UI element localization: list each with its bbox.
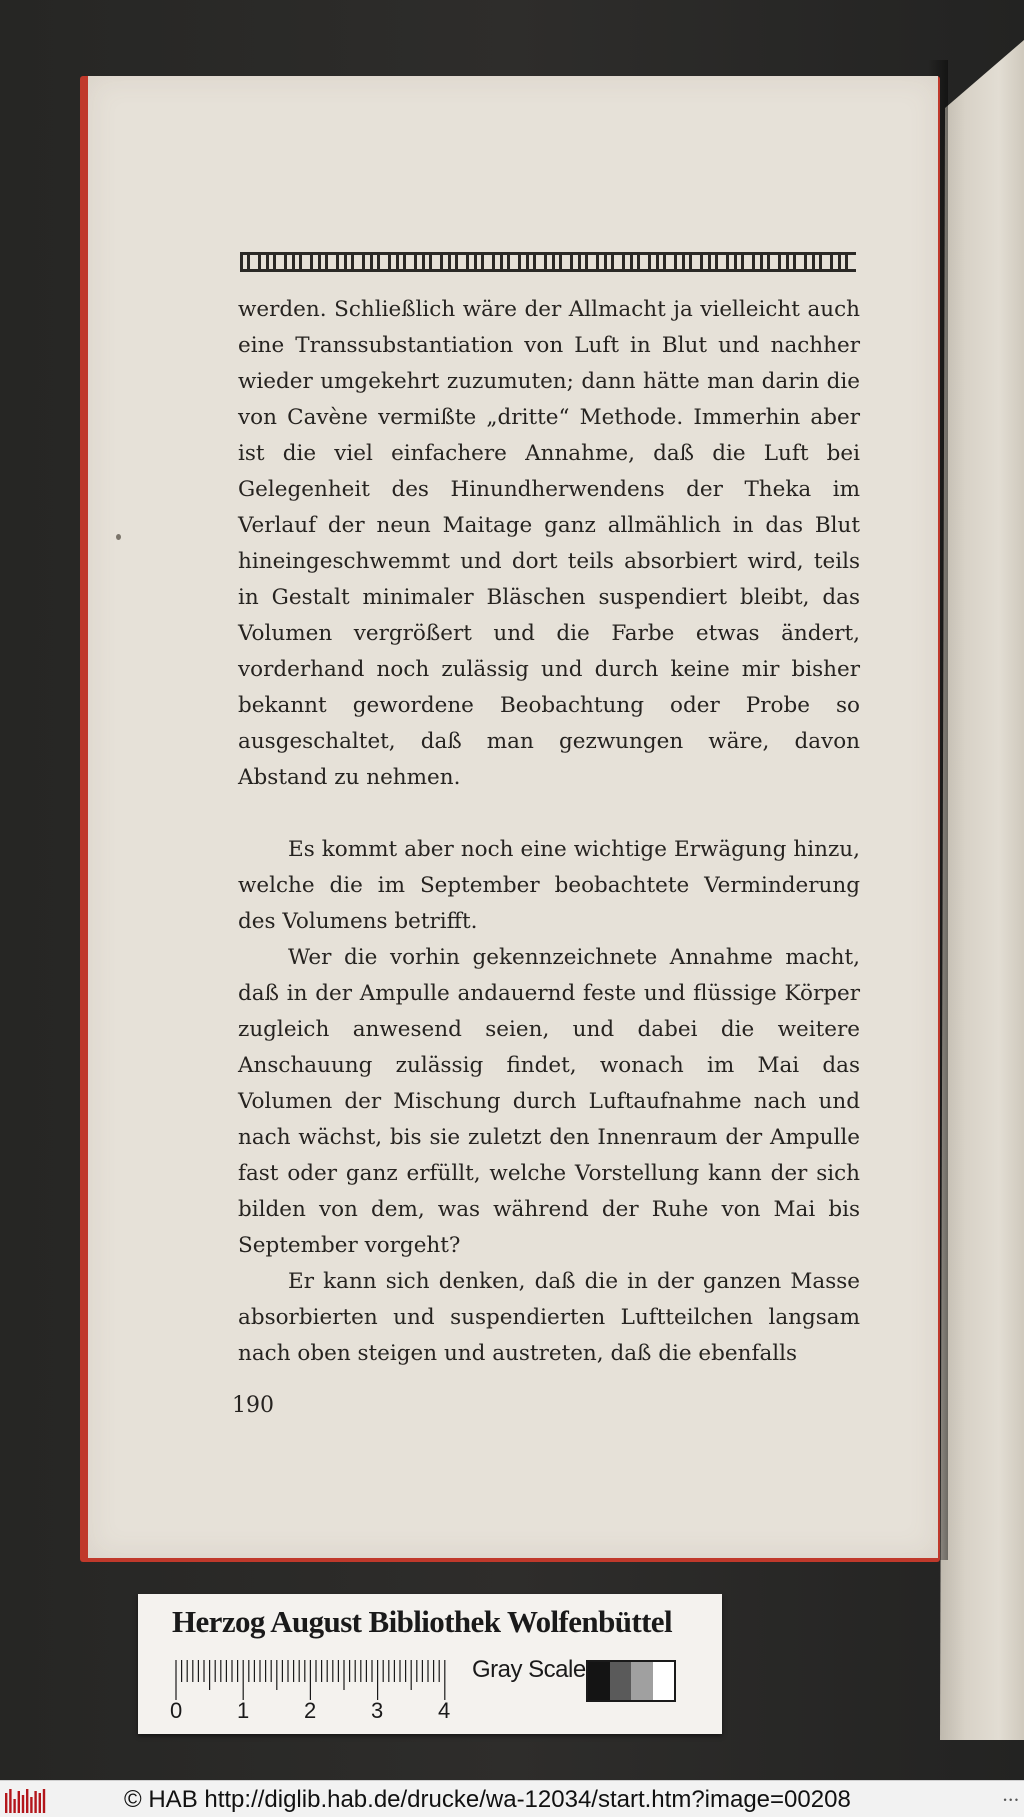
- footer-bar: [0, 1780, 1024, 1817]
- logo-bar: [34, 1791, 36, 1813]
- page-number: 190: [232, 1393, 274, 1418]
- gray-swatch-1: [610, 1662, 632, 1700]
- gray-swatch-2: [631, 1662, 653, 1700]
- scale-label-4: 4: [438, 1698, 451, 1723]
- footer-copyright-url: © HAB http://diglib.hab.de/drucke/wa-12034/start.htm?image=00208: [124, 1786, 851, 1813]
- ruler: [174, 1658, 450, 1702]
- logo-bar: [22, 1795, 24, 1813]
- logo-bar: [5, 1793, 7, 1813]
- library-name: Herzog August Bibliothek Wolfenbüttel: [172, 1604, 672, 1639]
- logo-bar: [18, 1791, 20, 1813]
- scale-label-0: 0: [170, 1698, 183, 1723]
- logo-bar: [43, 1789, 45, 1813]
- logo-bar: [39, 1793, 41, 1813]
- paragraph-2: Es kommt aber noch eine wichtige Erwägung hinzu, welche die im September beobachtete Verminderung des Volumens betrifft.: [238, 837, 860, 934]
- paragraph-3: Wer die vorhin gekennzeichnete Annahme macht, daß in der Ampulle andauernd feste und flüssige Körper zugleich anwesend seien, und dabei die weitere Anschauung zulässig findet, wonach im Mai das Volumen der Mischung durch Luftaufnahme nach und nach wächst, bis sie zuletzt den Innenraum der Ampulle fast oder ganz erfüllt, welche Vorstellung kann der sich bilden von dem, was während der Ruhe von Mai bis September vorgeht?: [238, 945, 860, 1258]
- hab-logo-icon: [4, 1787, 48, 1813]
- gray-scale-swatches: [586, 1660, 676, 1702]
- scale-label-2: 2: [304, 1698, 317, 1723]
- header-ornament: [240, 252, 856, 272]
- facing-page-edge: [940, 40, 1024, 1740]
- ink-speck: [116, 534, 121, 540]
- logo-bar: [26, 1789, 28, 1813]
- gray-scale-label: Gray Scale: [472, 1656, 586, 1683]
- scale-label-3: 3: [371, 1698, 384, 1723]
- scale-card: [138, 1594, 722, 1734]
- logo-bar: [30, 1797, 32, 1813]
- paragraph-1: werden. Schließlich wäre der Allmacht ja vielleicht auch eine Transsubstantiation von Luft in Blut und nachher wieder umgekehrt zuzumuten; dann hätte man darin die von Cavène vermißte „dritte“ Methode. Immerhin aber ist die viel einfachere Annahme, daß die Luft bei Gelegenheit des Hinundherwendens der Theka im Verlauf der neun Maitage ganz allmählich in das Blut hineingeschwemmt und dort teils absorbiert wird, teils in Gestalt minimaler Bläschen suspendiert bleibt, das Volumen vergrößert und die Farbe etwas ändert, vorderhand noch zulässig und durch keine mir bisher bekannt gewordene Beobachtung oder Probe so ausgeschaltet, daß man gezwungen wäre, davon Abstand zu nehmen.: [238, 297, 860, 790]
- logo-bar: [13, 1799, 15, 1813]
- paragraph-4: Er kann sich denken, daß die in der ganzen Masse absorbierten und suspendierten Luftteilchen langsam nach oben steigen und austreten, daß die ebenfalls: [238, 1269, 860, 1366]
- logo-bar: [9, 1789, 11, 1813]
- scale-label-1: 1: [237, 1698, 250, 1723]
- gray-swatch-0: [588, 1662, 610, 1700]
- page-text: [238, 292, 860, 1372]
- footer-dots: • • •: [1003, 1795, 1018, 1805]
- gray-swatch-3: [653, 1662, 675, 1700]
- paragraph-gap: [238, 796, 860, 832]
